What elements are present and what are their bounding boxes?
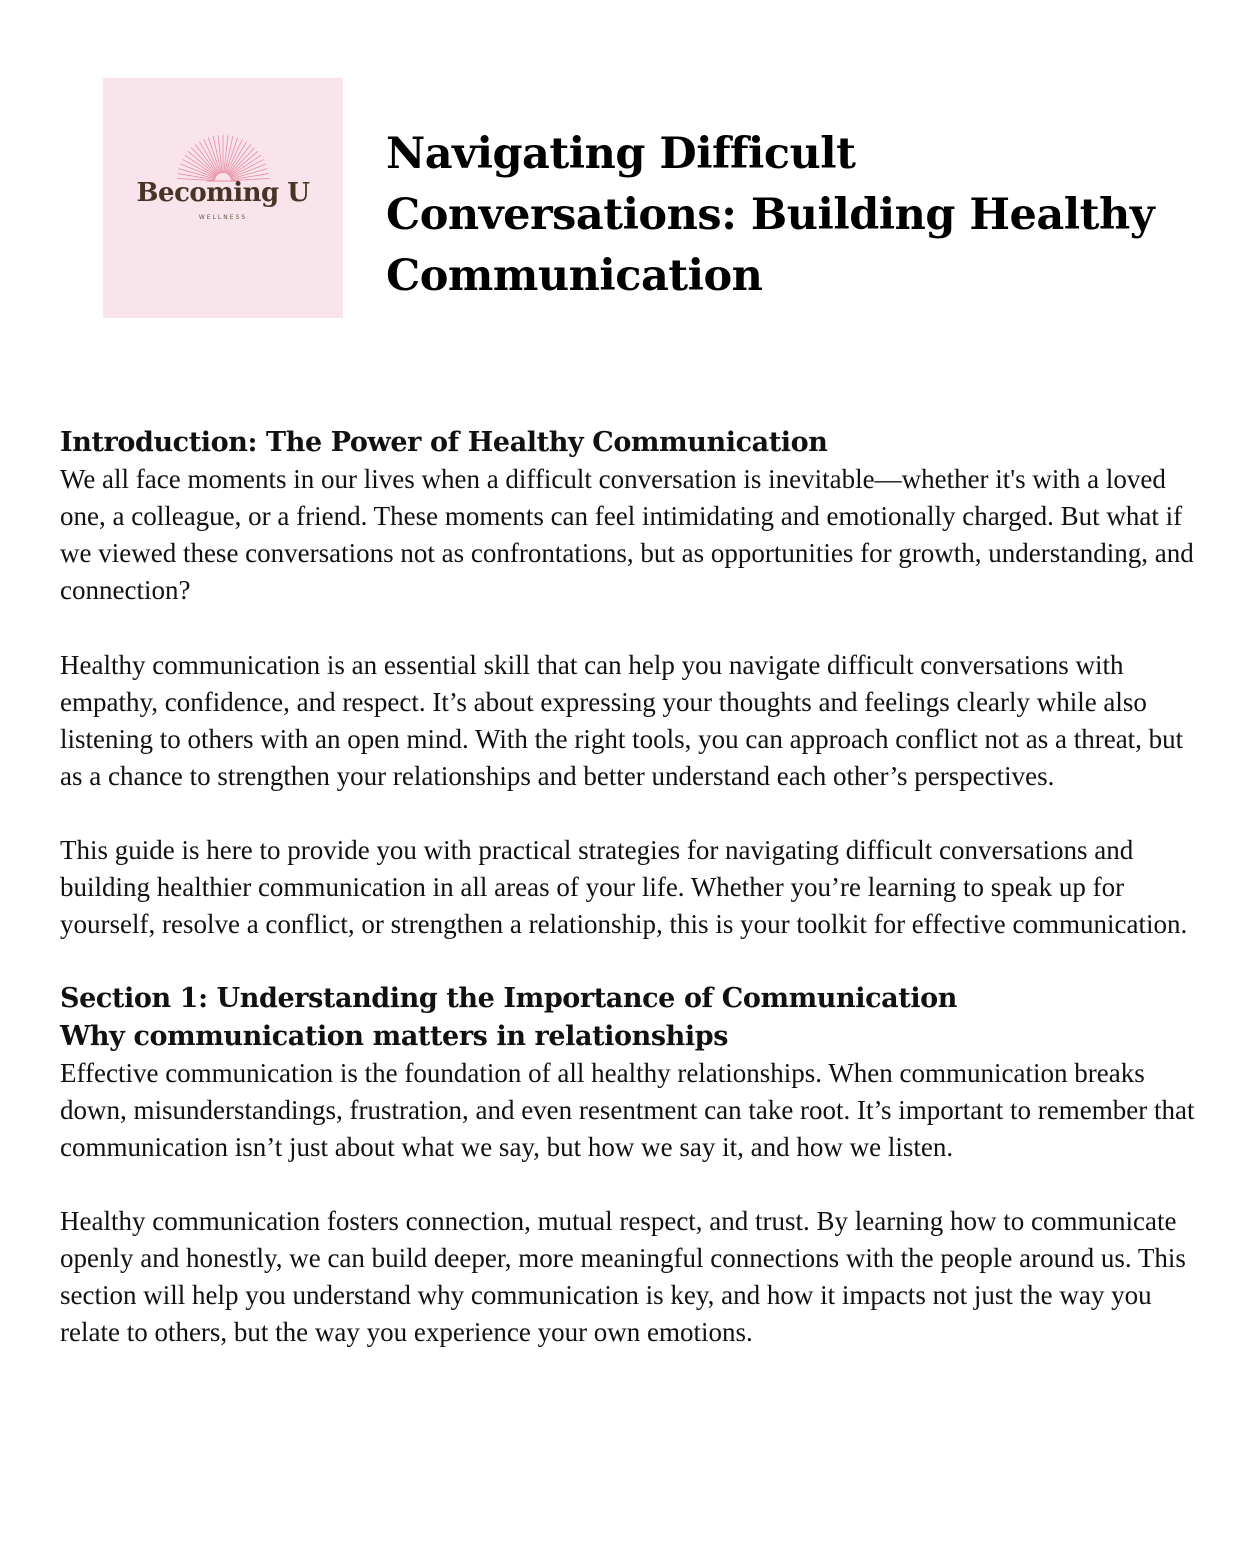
intro-heading: Introduction: The Power of Healthy Communication bbox=[60, 427, 828, 458]
section-1-paragraph-2: Healthy communication fosters connection, mutual respect, and trust. By learning how to communicate openly and honestly, we can build deeper, more meaningful connections with the people around us. This section will help you understand why communication is key, and how it impacts not just the way you relate to others, but the way you experience your own emotions. bbox=[60, 1205, 1186, 1348]
logo-brand-subtitle: WELLNESS bbox=[198, 214, 248, 221]
intro-paragraph-1: We all face moments in our lives when a difficult conversation is inevitable—whether it's with a loved one, a colleague, or a friend. These moments can feel intimidating and emotionally charged. But what if we viewed these conversations not as confrontations, but as opportunities for growth, understanding, and connection? bbox=[60, 464, 1194, 606]
brand-logo bbox=[103, 78, 343, 318]
section-1-heading: Section 1: Understanding the Importance of Communication bbox=[60, 983, 958, 1015]
intro-paragraph-2: Healthy communication is an essential skill that can help you navigate difficult conversations with empathy, confidence, and respect. It’s about expressing your thoughts and feelings clearly while also listening to others with an open mind. With the right tools, you can approach conflict not as a threat, but as a chance to strengthen your relationships and better understand each other’s perspectives. bbox=[60, 649, 1184, 791]
section-1-subheading: Why communication matters in relationships bbox=[60, 1020, 729, 1052]
page-title: Navigating Difficult Conversations: Building Healthy Communication bbox=[386, 129, 1155, 301]
section-1-paragraph-1: Effective communication is the foundation of all healthy relationships. When communication breaks down, misunderstandings, frustration, and even resentment can take root. It’s important to remember that communication isn’t just about what we say, but how we say it, and how we listen. bbox=[60, 1057, 1195, 1162]
intro-paragraph-3: This guide is here to provide you with practical strategies for navigating difficult conversations and building healthier communication in all areas of your life. Whether you’re learning to speak up for yourself, resolve a conflict, or strengthen a relationship, this is your toolkit for effective communication. bbox=[60, 835, 1188, 940]
logo-brand-name: Becoming U bbox=[136, 178, 310, 208]
document-body bbox=[60, 424, 1200, 1351]
